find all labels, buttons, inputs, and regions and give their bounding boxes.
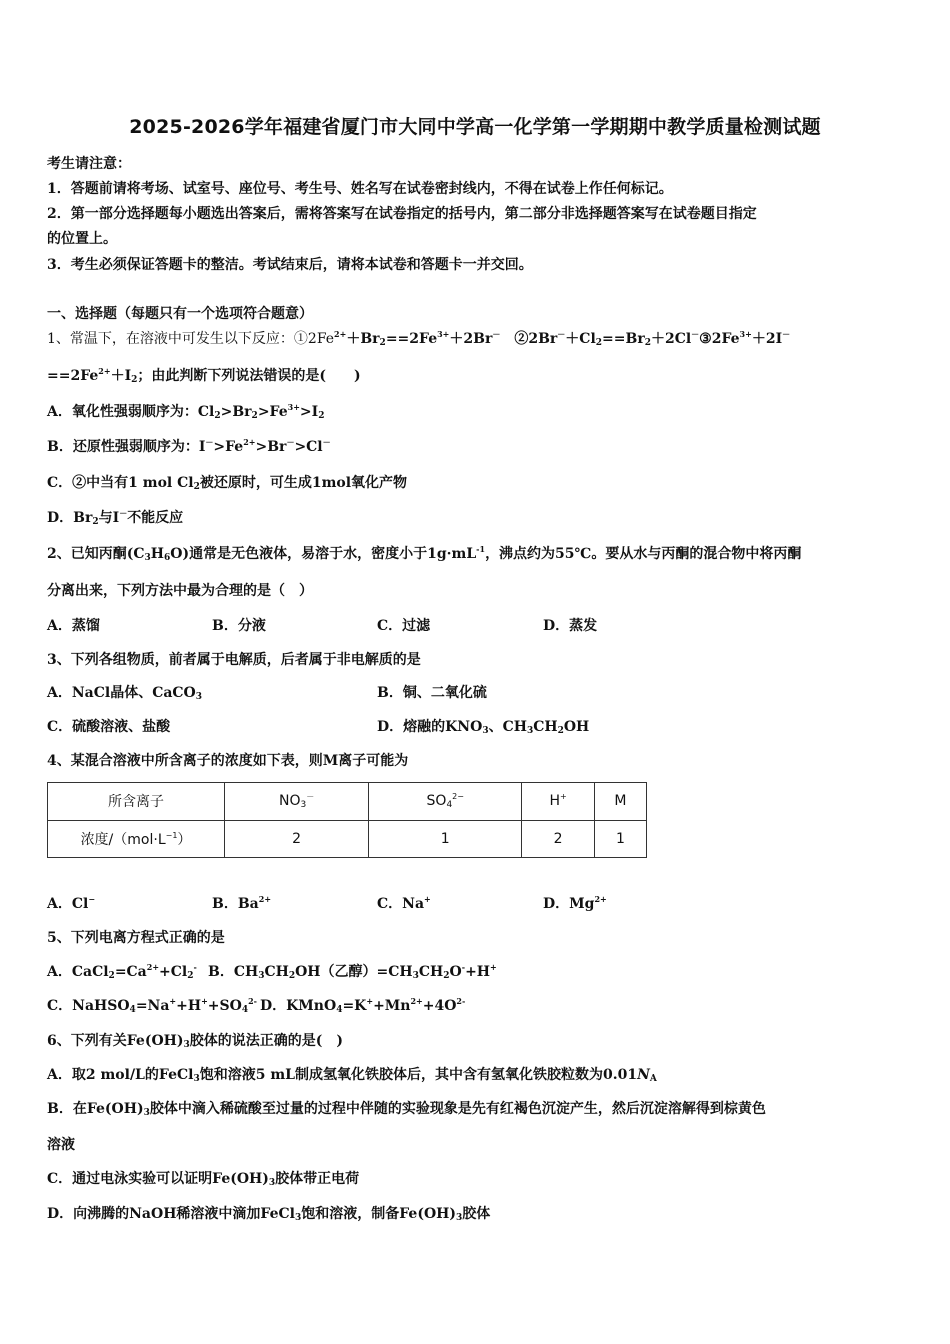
table-header-cell: 所含离子 — [48, 783, 225, 821]
q4-option-d[interactable]: D．$Mg^{2+}$ — [543, 894, 607, 912]
table-header-cell: $SO_4^{2-}$ — [369, 783, 522, 821]
q1-option-a[interactable]: A．氧化性强弱顺序为：$Cl_2>Br_2>Fe^{3+}>I_2$ — [47, 402, 325, 421]
q1-stem-line2: $==2Fe^{2+}+I_2$；由此判断下列说法错误的是( ) — [47, 366, 361, 385]
table-row — [48, 820, 647, 858]
q3-option-a[interactable]: A．NaCl晶体、CaCO$_3$ — [47, 685, 203, 702]
notice-heading: 考生请注意： — [47, 156, 131, 172]
q5-option-d[interactable]: D．$KMnO_4=K^++Mn^{2+}+4O^{2-}$ — [260, 996, 466, 1015]
q2-stem-line1: 2、已知丙酮$(C_3H_6O)$通常是无色液体，易溶于水，密度小于$1g\cdot mL^{-1}$，沸点约为55℃。要从水与丙酮的混合物中将丙酮 — [47, 544, 802, 563]
q5-option-a[interactable]: A．$CaCl_2=Ca^{2+}+Cl_2^-$ — [47, 962, 197, 981]
q2-option-a[interactable]: A．蒸馏 — [47, 618, 100, 634]
q4-stem: 4、某混合溶液中所含离子的浓度如下表，则M离子可能为 — [47, 753, 409, 769]
q6-option-b[interactable]: B．在$Fe(OH)_3$胶体中滴入稀硫酸至过量的过程中伴随的实验现象是先有红褐色沉淀产生，然后沉淀溶解得到棕黄色 — [47, 1101, 766, 1118]
q4-option-c[interactable]: C．Na+ — [377, 894, 431, 912]
q6-stem: 6、下列有关$Fe(OH)_3$胶体的说法正确的是( ) — [47, 1033, 344, 1050]
notice-item: 2．第一部分选择题每小题选出答案后，需将答案写在试卷指定的括号内，第二部分非选择题答案写在试卷题目指定 — [47, 206, 757, 222]
page-title: 2025-2026学年福建省厦门市大同中学高一化学第一学期期中教学质量检测试题 — [129, 116, 821, 138]
q2-option-c[interactable]: C．过滤 — [377, 618, 431, 634]
section-title: 一、选择题（每题只有一个选项符合题意） — [47, 306, 313, 322]
table-header-cell: M — [594, 783, 646, 821]
table-header-cell: $NO_3^-$ — [225, 783, 369, 821]
table-row-label: 浓度$/(mol\cdot L^{-1})$ — [48, 820, 225, 858]
q5-stem: 5、下列电离方程式正确的是 — [47, 930, 225, 946]
table-cell: 1 — [594, 820, 646, 858]
table-header-cell: H+ — [522, 783, 595, 821]
q1-stem-line1: 1、常温下，在溶液中可发生以下反应：$①2Fe^{2+}+Br_2==2Fe^{3+}+2Br^-$ $②2Br^-+Cl_2==Br_2+2Cl^-③2Fe^{3+}+2I^-$ — [47, 329, 791, 348]
notice-item: 1．答题前请将考场、试室号、座位号、考生号、姓名写在试卷密封线内，不得在试卷上作任何标记。 — [47, 181, 673, 197]
ion-concentration-table — [47, 782, 647, 858]
q6-option-b-continued: 溶液 — [47, 1137, 75, 1153]
q3-option-d[interactable]: D．熔融的$KNO_3$、$CH_3CH_2OH$ — [377, 719, 590, 736]
q1-option-b[interactable]: B．还原性强弱顺序为：$I^->Fe^{2+}>Br^->Cl^-$ — [47, 437, 331, 455]
table-cell: 2 — [225, 820, 369, 858]
table-row — [48, 783, 647, 821]
q2-option-b[interactable]: B．分液 — [212, 618, 266, 634]
q1-option-d[interactable]: D．$Br_2$与I－不能反应 — [47, 508, 184, 527]
q6-option-d[interactable]: D．向沸腾的NaOH稀溶液中滴加FeCl$_3$饱和溶液，制备$Fe(OH)_3$胶体 — [47, 1206, 491, 1223]
q2-option-d[interactable]: D．蒸发 — [543, 618, 598, 634]
q4-option-b[interactable]: B．$Ba^{2+}$ — [212, 894, 272, 912]
q2-stem-line2: 分离出来，下列方法中最为合理的是（ ） — [47, 583, 313, 599]
q4-option-a[interactable]: A．Cl− — [47, 894, 96, 912]
table-cell: 1 — [369, 820, 522, 858]
q3-stem: 3、下列各组物质，前者属于电解质，后者属于非电解质的是 — [47, 652, 421, 668]
q1-option-c[interactable]: C．②中当有1 mol $Cl_2$被还原时，可生成1mol氧化产物 — [47, 475, 408, 492]
notice-item: 的位置上。 — [47, 231, 117, 247]
table-cell: 2 — [522, 820, 595, 858]
q6-option-c[interactable]: C．通过电泳实验可以证明$Fe(OH)_3$胶体带正电荷 — [47, 1171, 360, 1188]
q3-option-b[interactable]: B．铜、二氧化硫 — [377, 685, 487, 701]
notice-item: 3．考生必须保证答题卡的整洁。考试结束后，请将本试卷和答题卡一并交回。 — [47, 257, 533, 273]
q3-option-c[interactable]: C．硫酸溶液、盐酸 — [47, 719, 171, 735]
q6-option-a[interactable]: A．取2 mol/L的FeCl$_3$饱和溶液5 mL制成氢氧化铁胶体后，其中含有氢氧化铁胶粒数为$0.01N_A$ — [47, 1067, 657, 1084]
q5-option-c[interactable]: C．$NaHSO_4=Na^++H^++SO_4^{2-}$ — [47, 996, 257, 1015]
q5-option-b[interactable]: B．$CH_3CH_2OH$（乙醇）$=CH_3CH_2O^-+H^+$ — [208, 962, 497, 981]
